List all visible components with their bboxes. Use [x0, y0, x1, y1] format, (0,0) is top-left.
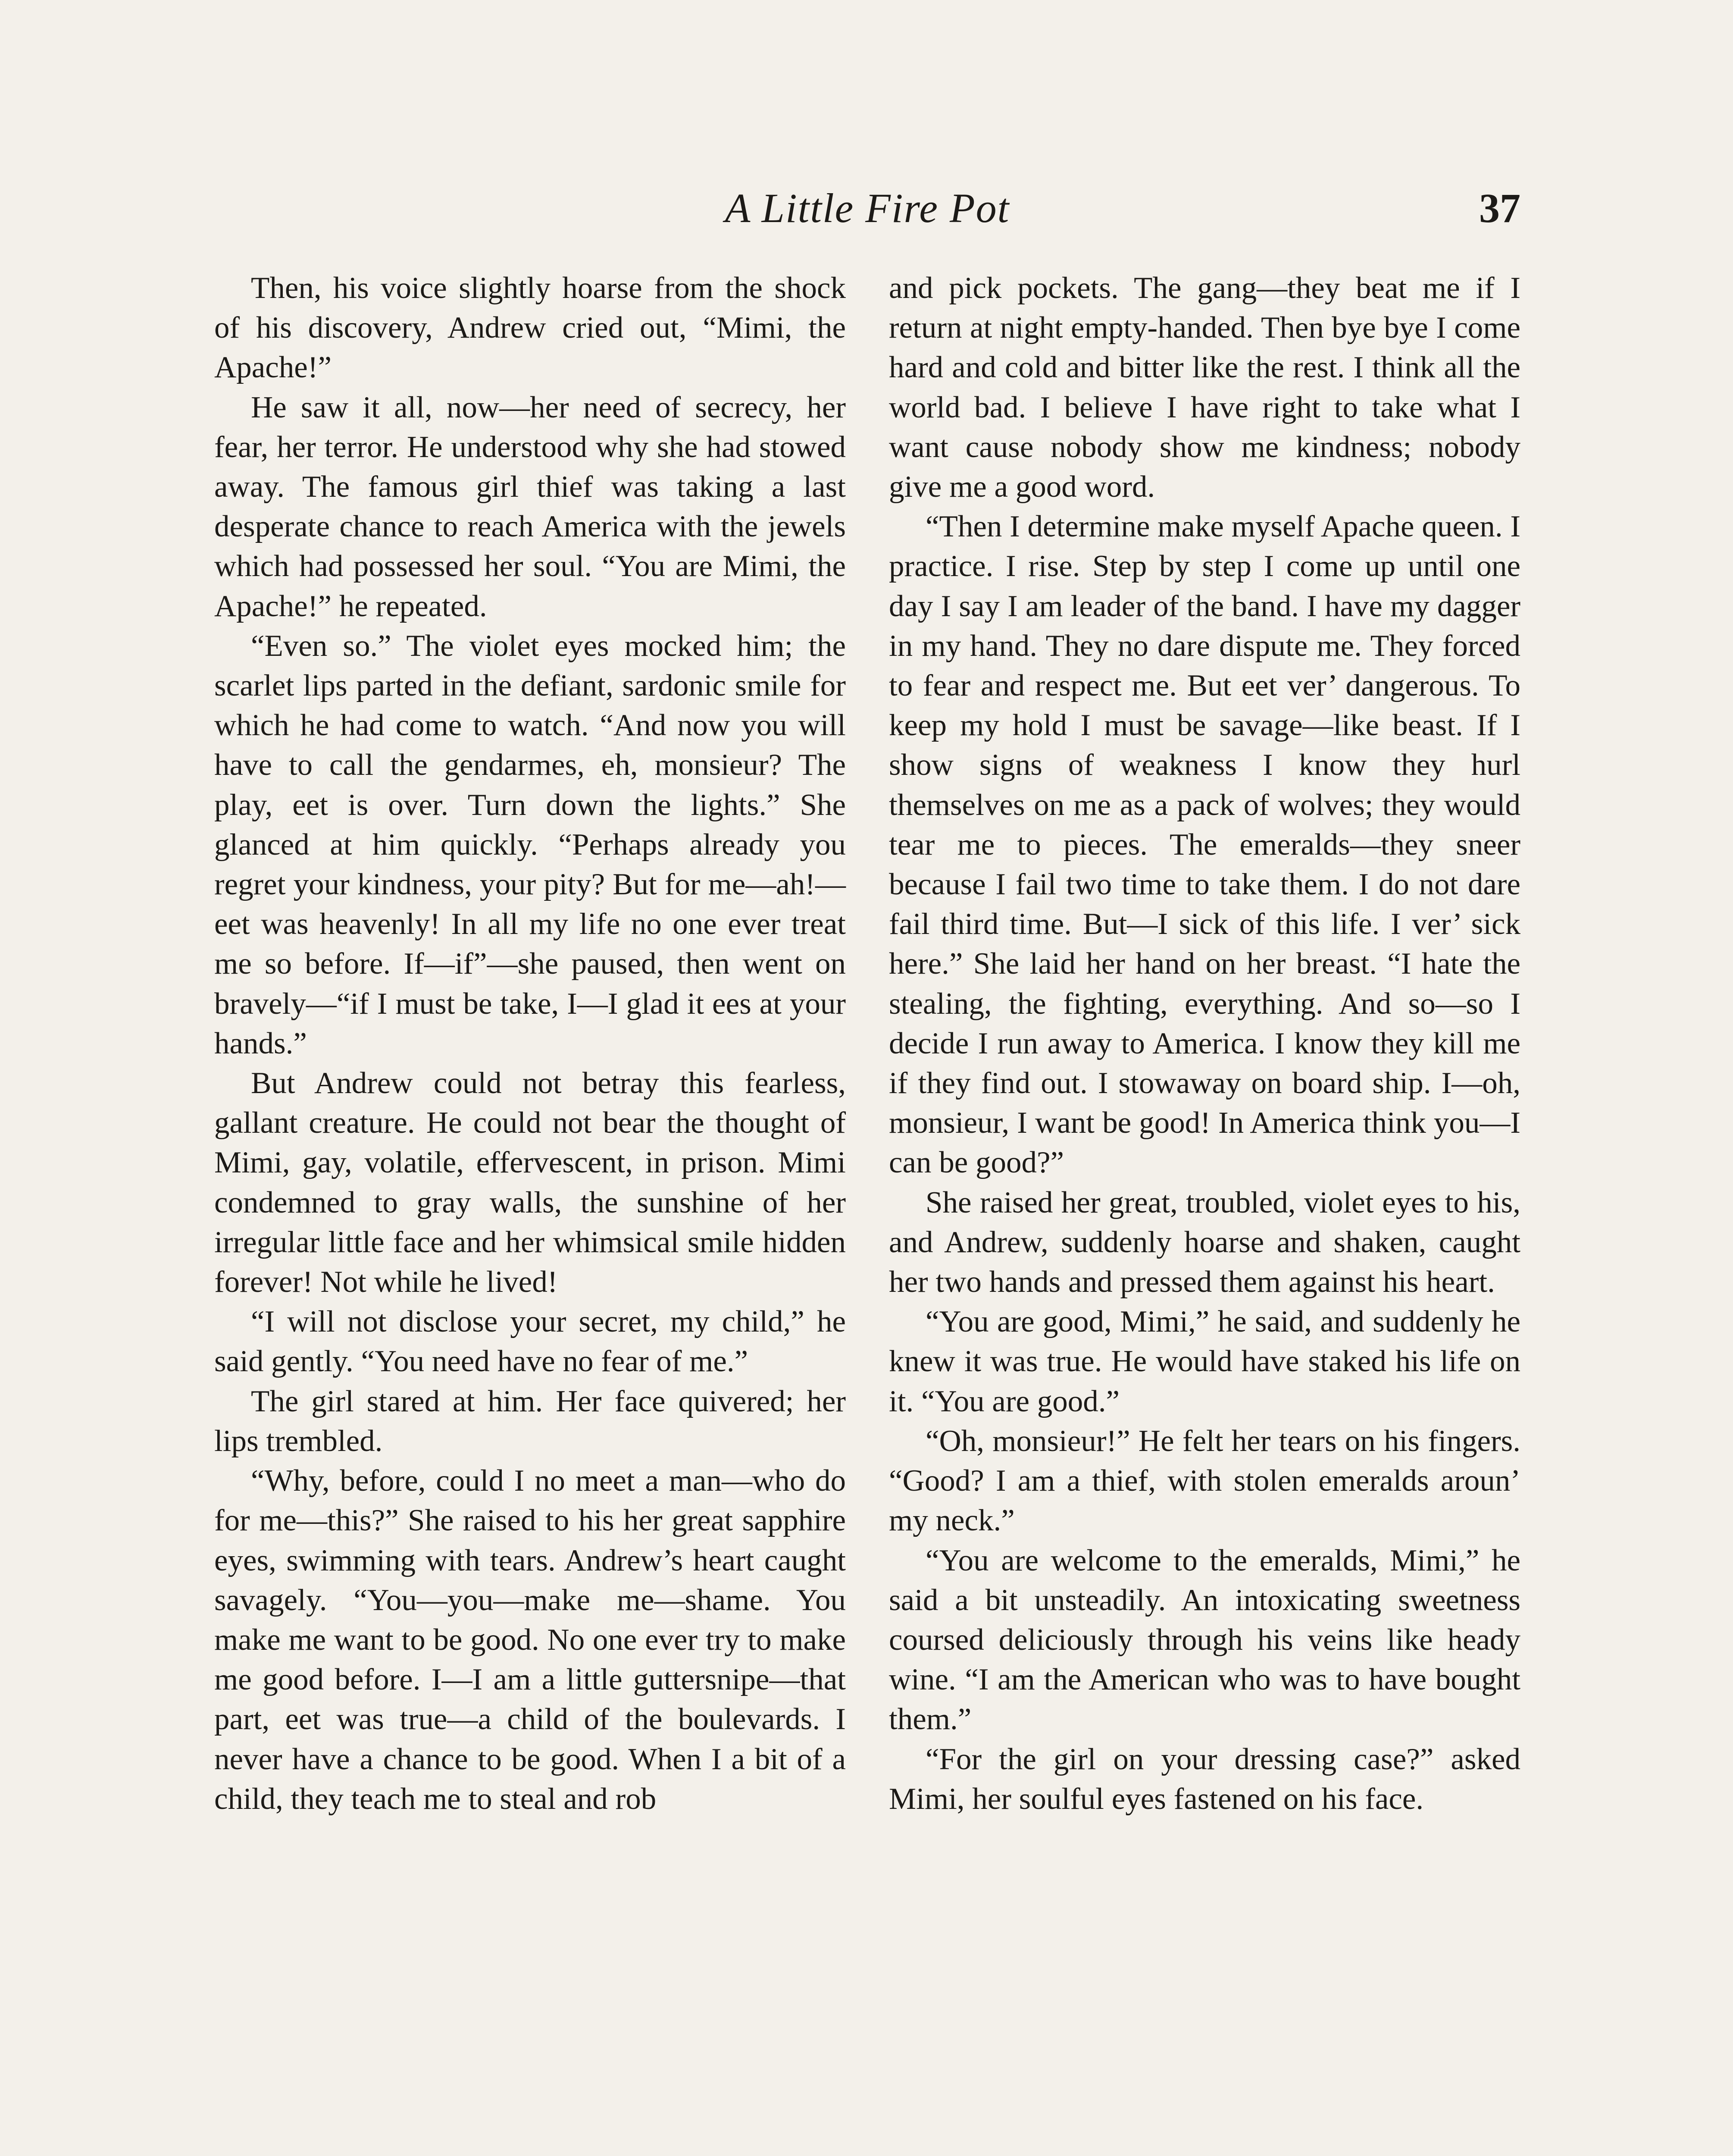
paragraph: Then, his voice slightly hoarse from the shock of his discovery, Andrew cried out, “Mimi, the Apache!” — [214, 271, 846, 385]
paragraph: “Then I determine make myself Apache queen. I practice. I rise. Step by step I come up until one day I say I am leader of the band. I have my dagger in my hand. They no dare dispute me. They forced to fear and respect me. But eet ver’ dangerous. To keep my hold I must be savage—like beast. If I show signs of weakness I know they hurl themselves on me as a pack of wolves; they would tear me to pieces. The emeralds—they sneer because I fail two time to take them. I do not dare fail third time. But—I sick of this life. I ver’ sick here.” She laid her hand on her breast. “I hate the stealing, the fighting, everything. And so—so I decide I run away to America. I know they kill me if they find out. I stowaway on board ship. I—oh, monsieur, I want be good! In America think you—I can be good?” — [889, 510, 1520, 1180]
paragraph-continued: and pick pockets. The gang—they beat me if I return at night empty-handed. Then bye bye I come hard and cold and bitter like the rest. I think all the world bad. I believe I have right to take what I want cause nobody show me kindness; nobody give me a good word. — [889, 271, 1520, 504]
text-column-right — [889, 268, 1520, 1819]
paragraph: “You are welcome to the emeralds, Mimi,” he said a bit unsteadily. An intoxicating sweetness coursed deliciously through his veins like heady wine. “I am the American who was to have bought them.” — [889, 1543, 1520, 1736]
paragraph: “I will not disclose your secret, my child,” he said gently. “You need have no fear of me.” — [214, 1305, 846, 1379]
paragraph: “Oh, monsieur!” He felt her tears on his fingers. “Good? I am a thief, with stolen emeralds aroun’ my neck.” — [889, 1424, 1520, 1538]
paragraph: She raised her great, troubled, violet eyes to his, and Andrew, suddenly hoarse and shaken, caught her two hands and pressed them against his heart. — [889, 1185, 1520, 1299]
paragraph: “Even so.” The violet eyes mocked him; the scarlet lips parted in the defiant, sardonic smile for which he had come to watch. “And now you will have to call the gendarmes, eh, monsieur? The play, eet is over. Turn down the lights.” She glanced at him quickly. “Perhaps already you regret your kindness, your pity? But for me—ah!—eet was heavenly! In all my life no one ever treat me so before. If—if”—she paused, then went on bravely—“if I must be take, I—I glad it ees at your hands.” — [214, 629, 846, 1060]
page-header — [214, 180, 1520, 241]
paragraph: He saw it all, now—her need of secrecy, her fear, her terror. He understood why she had stowed away. The famous girl thief was taking a last desperate chance to reach America with the jewels which had possessed her soul. “You are Mimi, the Apache!” he repeated. — [214, 390, 846, 623]
page-number: 37 — [1479, 185, 1520, 231]
paragraph: “Why, before, could I no meet a man—who do for me—this?” She raised to his her great sapphire eyes, swimming with tears. Andrew’s heart caught savagely. “You—you—make me—shame. You make me want to be good. No one ever try to make me good before. I—I am a little guttersnipe—that part, eet was true—a child of the boulevards. I never have a chance to be good. When I a bit of a child, they teach me to steal and rob — [214, 1464, 846, 1816]
paragraph: “You are good, Mimi,” he said, and suddenly he knew it was true. He would have staked his life on it. “You are good.” — [889, 1305, 1520, 1418]
paragraph: “For the girl on your dressing case?” asked Mimi, her soulful eyes fastened on his face. — [889, 1742, 1520, 1816]
running-title: A Little Fire Pot — [725, 185, 1010, 231]
text-column-left — [214, 268, 846, 1819]
paragraph: But Andrew could not betray this fearless, gallant creature. He could not bear the thought of Mimi, gay, volatile, effervescent, in prison. Mimi condemned to gray walls, the sunshine of her irregular little face and her whimsical smile hidden forever! Not while he lived! — [214, 1066, 846, 1299]
paragraph: The girl stared at him. Her face quivered; her lips trembled. — [214, 1384, 846, 1458]
